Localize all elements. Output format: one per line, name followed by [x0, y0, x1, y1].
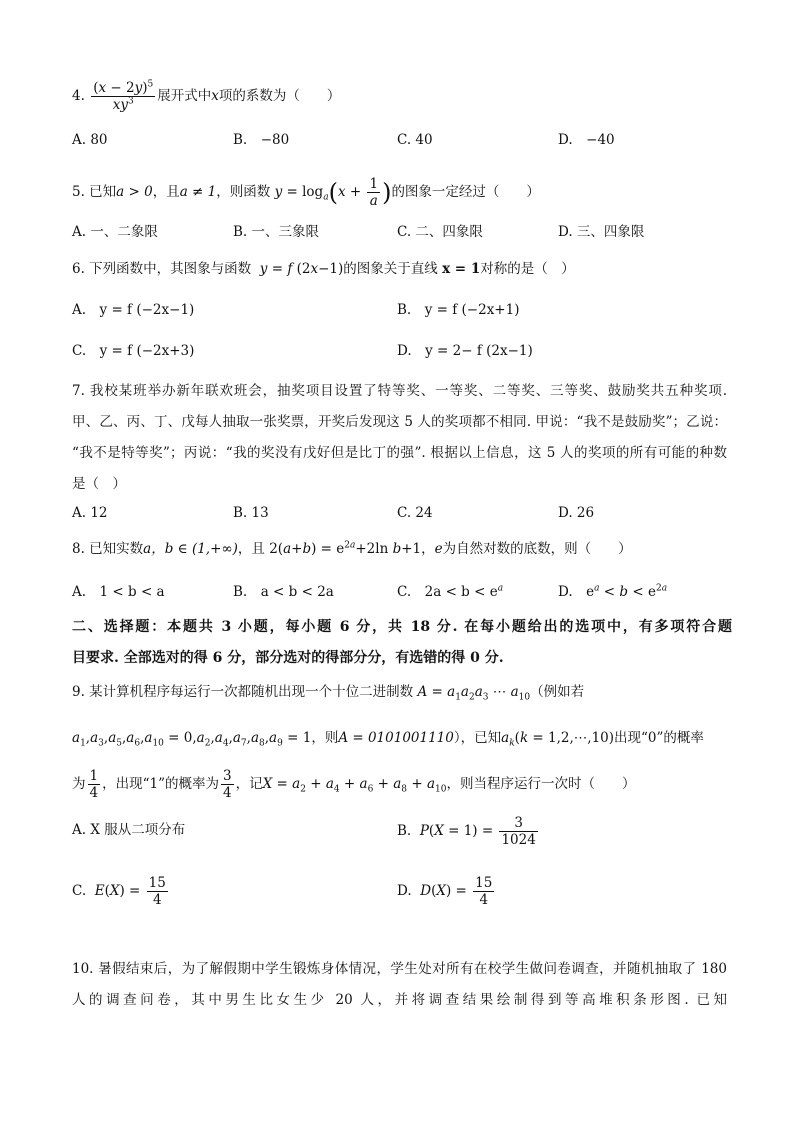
question-9-line-2: $a_1,a_3,a_5,a_6,a_{10} = 0,a_2,a_4,a_7,a_8,a_9 = 1$，则A = 0101001110），已知$a_k(k$ = 1,2,⋯,10)出现“0”的概率	[72, 730, 704, 749]
question-9-line-3: 为 $\frac{1}{4}$ ，出现“1”的概率为 $\frac{3}{4}$ ，记$X = a_2 + a_4 + a_6 + a_8 + a_{10}$，则当程序运行一次时（ ）	[72, 768, 636, 801]
question-9-line-1: 9. 某计算机程序每运行一次都随机出现一个十位二进制数 $A = a_1a_2a_3$ ⋯ $a_{10}$（例如若	[72, 684, 585, 703]
q9-option-b: B. P(X = 1) = $\frac{3}{1024}$	[397, 815, 536, 848]
q8-option-a: A. 1 < b < a	[72, 584, 165, 600]
q5-option-a: A. 一、二象限	[72, 224, 158, 240]
q4-fraction: $\frac{(x - 2y)^5}{xy^3}$	[93, 79, 154, 113]
q4-option-c: C. 40	[397, 132, 433, 148]
q9-example: $a_1,a_3,a_5,a_6,a_{10} = 0,a_2,a_4,a_7,a_8,a_9 = 1$	[72, 730, 312, 749]
q7-option-d: D. 26	[558, 505, 595, 521]
question-6: 6. 下列函数中，其图象与函数 y = f (2x−1)的图象关于直线 x = 1对称的是（ ）	[72, 261, 575, 277]
question-8: 8. 已知实数a，b ∈ (1,+∞)，且 $2(a+b) = e^{2a}+2\ln$ b+1，e为自然对数的底数，则（ ）	[72, 540, 632, 557]
q9-option-c: C. E(X) = $\frac{15}{4}$	[72, 875, 166, 908]
q8-equation: $2(a+b) = e^{2a}+2\ln$ b+1	[269, 540, 422, 557]
section-2-heading: 二、选择题：本题共 3 小题，每小题 6 分，共 18 分. 在每小题给出的选项中，有多项符合题 目要求. 全部选对的得 6 分，部分选对的得部分分，有选错的得 0 分.	[72, 619, 732, 666]
q8-option-c: C. $2a < b < e^a$	[397, 583, 504, 600]
q9-x-def: $X = a_2 + a_4 + a_6 + a_8 + a_{10}$	[262, 776, 447, 795]
q7-option-c: C. 24	[397, 505, 433, 521]
q6-option-a: A. y = f (−2x−1)	[72, 302, 195, 318]
question-5: 5. 已知a > 0，且a ≠ 1，则函数 $y = \log_a(x$ + $\frac{1}{a}$ )的图象一定经过（ ）	[72, 176, 540, 209]
q9-option-a: A. X 服从二项分布	[72, 822, 186, 838]
question-7: 7. 我校某班举办新年联欢班会，抽奖项目设置了特等奖、一等奖、二等奖、三等奖、鼓励奖共五种奖项. 甲、乙、丙、丁、戊每人抽取一张奖票，开奖后发现这 5 人的奖项都不相同. 甲说：“我不是鼓励奖”；乙说： “我不是特等奖”；丙说：“我的奖没有戊好但是比丁的强”. 根据以上信息，这 5 人的奖项的所有可能的种数 是（ ）	[72, 383, 727, 492]
q9-option-d: D. D(X) = $\frac{15}{4}$	[397, 875, 493, 908]
q6-option-b: B. y = f (−2x+1)	[397, 302, 520, 318]
question-10: 10. 暑假结束后，为了解假期中学生锻炼身体情况，学生处对所有在校学生做问卷调查，并随机抽取了 180 人的调查问卷，其中男生比女生少 20 人，并将调查结果绘制得到等高堆积条形图. 已知	[72, 961, 727, 1008]
q5-option-c: C. 二、四象限	[397, 224, 483, 240]
q6-option-d: D. y = 2− f (2x−1)	[397, 343, 533, 359]
q4-option-d: D. −40	[558, 132, 615, 148]
q8-option-d: D. $e^a < b < e^{2a}$	[558, 583, 668, 600]
q5-function: $y = \log_a(x$ + $\frac{1}{a}$ )	[274, 176, 392, 209]
q5-option-d: D. 三、四象限	[558, 224, 645, 240]
q7-option-b: B. 13	[233, 505, 269, 521]
q9-binary-number: $A = a_1a_2a_3$ ⋯ $a_{10}$	[417, 684, 531, 703]
q5-option-b: B. 一、三象限	[233, 224, 320, 240]
q6-option-c: C. y = f (−2x+3)	[72, 343, 195, 359]
q4-option-a: A. 80	[72, 132, 108, 148]
q7-option-a: A. 12	[72, 505, 108, 521]
q4-option-b: B. −80	[233, 132, 290, 148]
q6-function: y = f (2x−1)	[259, 261, 344, 277]
q8-option-b: B. a < b < 2a	[233, 584, 334, 600]
question-4: 4. $\frac{(x - 2y)^5}{xy^3}$ 展开式中x项的系数为（ ）	[72, 79, 341, 113]
q9-ak: $a_k(k$ = 1,2,⋯,10)	[501, 730, 615, 749]
